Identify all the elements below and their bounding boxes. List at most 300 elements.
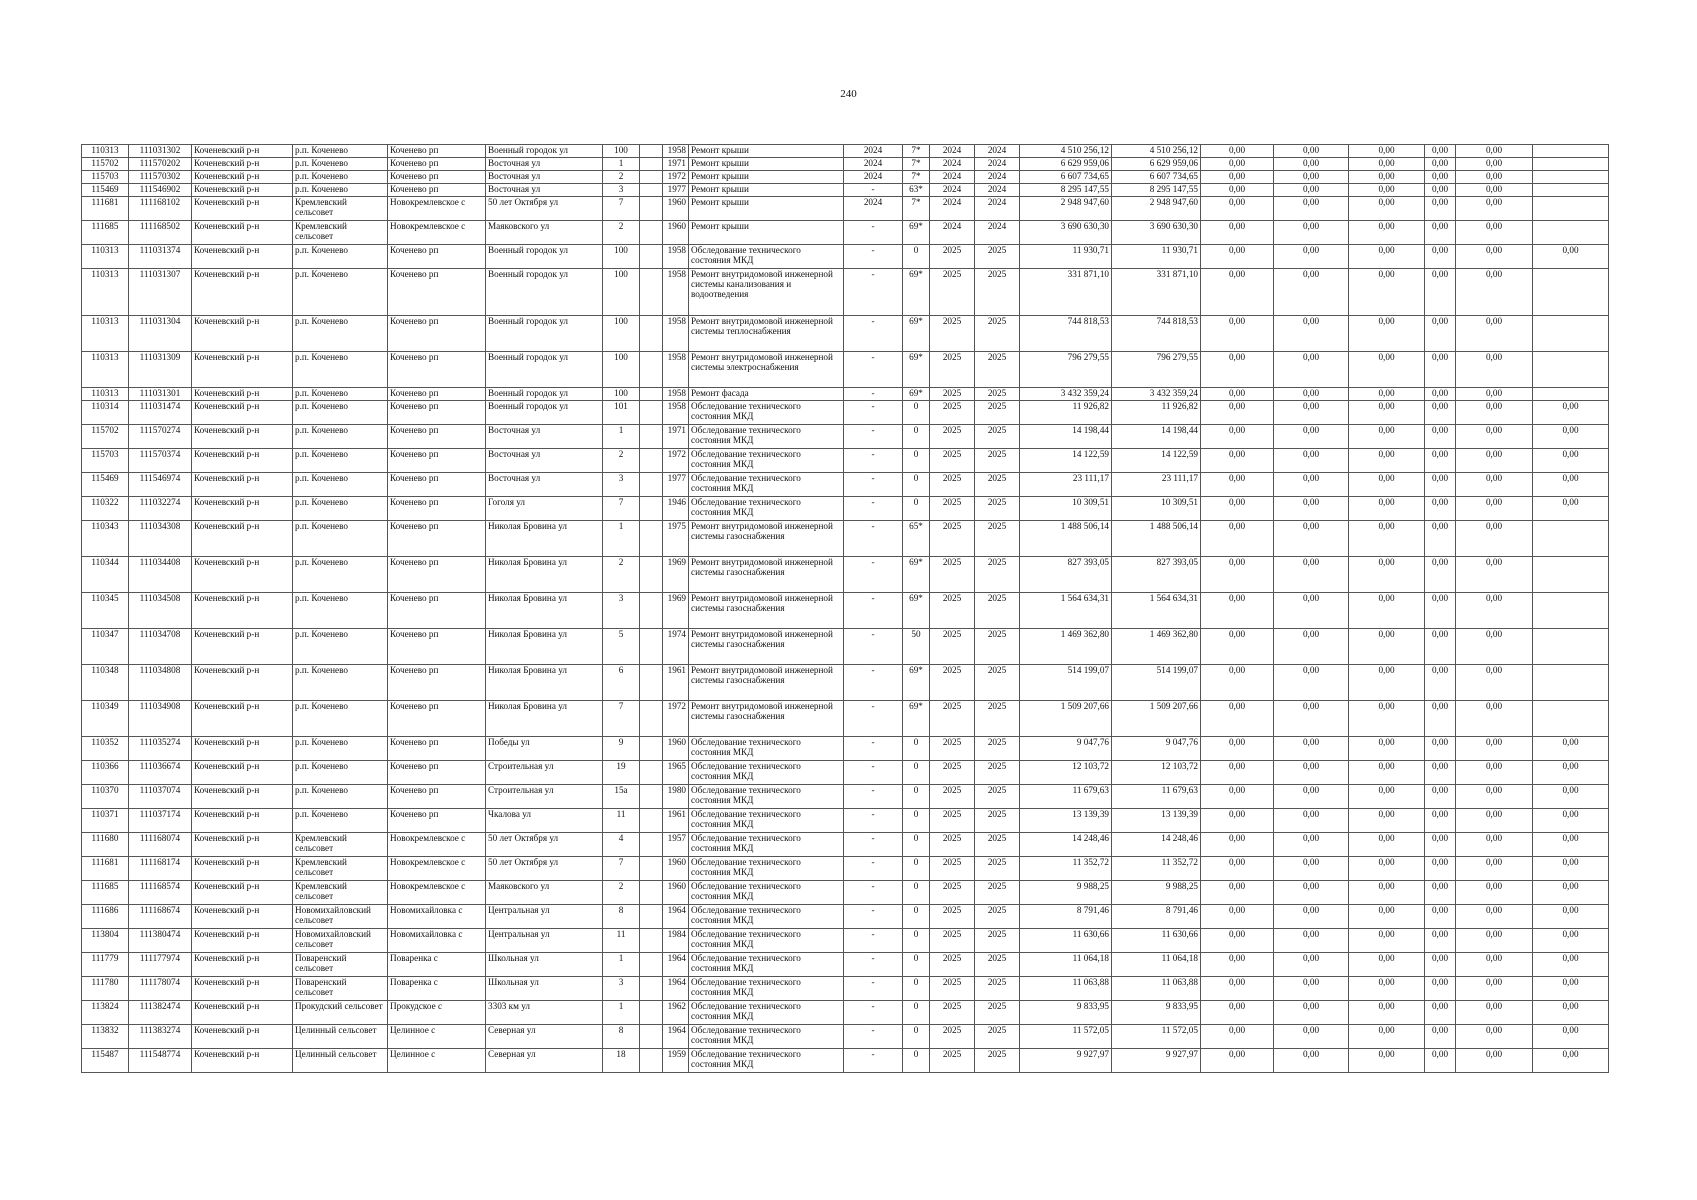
table-row (82, 785, 1609, 809)
cell-municipality: Целинный сельсовет (293, 1049, 388, 1073)
cell-wear: 69* (903, 388, 930, 401)
cell-street: 3303 км ул (486, 1001, 603, 1025)
cell-cost-e: 0,00 (1456, 557, 1533, 593)
cell-cost-d: 0,00 (1425, 388, 1456, 401)
cell-cost-c: 0,00 (1349, 388, 1425, 401)
cell-fund-cost: 6 629 959,06 (1112, 158, 1201, 171)
cell-cost-c: 0,00 (1349, 833, 1425, 857)
cell-year-end: 2025 (975, 1049, 1020, 1073)
cell-work-id: 111570274 (129, 425, 192, 449)
cell-settlement: Коченево рп (388, 245, 486, 269)
cell-work-type: Обследование технического состояния МКД (689, 953, 844, 977)
cell-house-id: 110314 (82, 401, 129, 425)
cell-year-end: 2025 (975, 761, 1020, 785)
cell-district: Коченевский р-н (192, 977, 293, 1001)
cell-letter (640, 388, 663, 401)
cell-letter (640, 905, 663, 929)
cell-fund-cost: 11 930,71 (1112, 245, 1201, 269)
cell-municipality: р.п. Коченево (293, 557, 388, 593)
cell-year-built: 1960 (663, 857, 689, 881)
cell-cost-f: 0,00 (1533, 1001, 1609, 1025)
cell-year-start: 2025 (930, 388, 975, 401)
cell-work-id: 111031307 (129, 269, 192, 316)
cell-municipality: Целинный сельсовет (293, 1025, 388, 1049)
cell-work-type: Обследование технического состояния МКД (689, 881, 844, 905)
cell-year-prev: - (844, 184, 903, 197)
cell-settlement: Коченево рп (388, 401, 486, 425)
cell-district: Коченевский р-н (192, 701, 293, 737)
cell-cost-d: 0,00 (1425, 352, 1456, 388)
cell-year-prev: 2024 (844, 197, 903, 221)
cell-cost-e: 0,00 (1456, 833, 1533, 857)
cell-year-end: 2025 (975, 929, 1020, 953)
cell-district: Коченевский р-н (192, 158, 293, 171)
cell-year-built: 1965 (663, 761, 689, 785)
cell-cost-e: 0,00 (1456, 809, 1533, 833)
cell-house-id: 110347 (82, 629, 129, 665)
cell-house-id: 111681 (82, 197, 129, 221)
cell-cost-c: 0,00 (1349, 1025, 1425, 1049)
cell-year-built: 1969 (663, 593, 689, 629)
cell-settlement: Коченево рп (388, 785, 486, 809)
cell-cost-f: 0,00 (1533, 905, 1609, 929)
cell-cost-d: 0,00 (1425, 881, 1456, 905)
cell-year-built: 1958 (663, 145, 689, 158)
cell-letter (640, 737, 663, 761)
cell-cost-d: 0,00 (1425, 785, 1456, 809)
cell-street: Восточная ул (486, 171, 603, 184)
cell-year-prev: - (844, 352, 903, 388)
cell-year-built: 1959 (663, 1049, 689, 1073)
cell-cost-f: 0,00 (1533, 953, 1609, 977)
cell-total-cost: 6 607 734,65 (1020, 171, 1112, 184)
cell-wear: 69* (903, 221, 930, 245)
cell-letter (640, 665, 663, 701)
cell-year-end: 2025 (975, 1001, 1020, 1025)
cell-street: Северная ул (486, 1049, 603, 1073)
table-row (82, 245, 1609, 269)
cell-cost-d: 0,00 (1425, 665, 1456, 701)
cell-cost-d: 0,00 (1425, 497, 1456, 521)
cell-wear: 7* (903, 171, 930, 184)
cell-settlement: Коченево рп (388, 809, 486, 833)
cell-total-cost: 1 564 634,31 (1020, 593, 1112, 629)
cell-street: Николая Бровина ул (486, 521, 603, 557)
cell-district: Коченевский р-н (192, 929, 293, 953)
cell-year-built: 1972 (663, 701, 689, 737)
cell-year-start: 2025 (930, 977, 975, 1001)
cell-work-type: Обследование технического состояния МКД (689, 401, 844, 425)
cell-house-number: 3 (603, 184, 640, 197)
cell-settlement: Коченево рп (388, 171, 486, 184)
cell-work-id: 111177974 (129, 953, 192, 977)
cell-year-start: 2024 (930, 158, 975, 171)
cell-house-number: 100 (603, 388, 640, 401)
cell-cost-c: 0,00 (1349, 665, 1425, 701)
cell-cost-c: 0,00 (1349, 473, 1425, 497)
cell-year-built: 1977 (663, 473, 689, 497)
cell-cost-d: 0,00 (1425, 557, 1456, 593)
cell-year-start: 2025 (930, 557, 975, 593)
cell-wear: 0 (903, 737, 930, 761)
cell-work-id: 111032274 (129, 497, 192, 521)
cell-settlement: Коченево рп (388, 629, 486, 665)
cell-year-built: 1957 (663, 833, 689, 857)
cell-year-built: 1958 (663, 388, 689, 401)
cell-district: Коченевский р-н (192, 497, 293, 521)
cell-wear: 0 (903, 1049, 930, 1073)
cell-letter (640, 953, 663, 977)
cell-year-end: 2025 (975, 449, 1020, 473)
cell-cost-c: 0,00 (1349, 953, 1425, 977)
cell-district: Коченевский р-н (192, 833, 293, 857)
cell-cost-b: 0,00 (1274, 245, 1349, 269)
cell-house-number: 100 (603, 245, 640, 269)
cell-cost-c: 0,00 (1349, 701, 1425, 737)
cell-settlement: Новокремлевское с (388, 881, 486, 905)
cell-cost-e: 0,00 (1456, 388, 1533, 401)
cell-house-number: 15а (603, 785, 640, 809)
cell-year-start: 2024 (930, 197, 975, 221)
cell-year-prev: - (844, 473, 903, 497)
cell-cost-f: 0,00 (1533, 929, 1609, 953)
table-row (82, 388, 1609, 401)
cell-wear: 69* (903, 316, 930, 352)
cell-cost-b: 0,00 (1274, 629, 1349, 665)
cell-year-built: 1975 (663, 521, 689, 557)
cell-fund-cost: 11 630,66 (1112, 929, 1201, 953)
cell-work-id: 111382474 (129, 1001, 192, 1025)
cell-total-cost: 1 469 362,80 (1020, 629, 1112, 665)
table-row (82, 401, 1609, 425)
cell-cost-c: 0,00 (1349, 929, 1425, 953)
cell-year-built: 1960 (663, 221, 689, 245)
cell-house-id: 113832 (82, 1025, 129, 1049)
cell-work-id: 111178074 (129, 977, 192, 1001)
cell-cost-c: 0,00 (1349, 761, 1425, 785)
cell-letter (640, 557, 663, 593)
cell-total-cost: 2 948 947,60 (1020, 197, 1112, 221)
cell-street: Победы ул (486, 737, 603, 761)
cell-year-prev: - (844, 737, 903, 761)
cell-fund-cost: 3 432 359,24 (1112, 388, 1201, 401)
cell-year-start: 2025 (930, 857, 975, 881)
cell-settlement: Прокудское с (388, 1001, 486, 1025)
table-row (82, 593, 1609, 629)
cell-year-built: 1961 (663, 665, 689, 701)
cell-fund-cost: 10 309,51 (1112, 497, 1201, 521)
cell-house-number: 1 (603, 1001, 640, 1025)
cell-settlement: Коченево рп (388, 449, 486, 473)
cell-letter (640, 1001, 663, 1025)
cell-letter (640, 977, 663, 1001)
cell-cost-e: 0,00 (1456, 761, 1533, 785)
cell-house-number: 18 (603, 1049, 640, 1073)
cell-year-built: 1964 (663, 1025, 689, 1049)
cell-street: Школьная ул (486, 977, 603, 1001)
cell-cost-f: 0,00 (1533, 401, 1609, 425)
cell-cost-e: 0,00 (1456, 171, 1533, 184)
cell-year-built: 1964 (663, 977, 689, 1001)
cell-municipality: Кремлевский сельсовет (293, 221, 388, 245)
cell-street: Школьная ул (486, 953, 603, 977)
cell-fund-cost: 9 047,76 (1112, 737, 1201, 761)
cell-total-cost: 13 139,39 (1020, 809, 1112, 833)
cell-wear: 0 (903, 809, 930, 833)
cell-work-id: 111034508 (129, 593, 192, 629)
cell-settlement: Коченево рп (388, 557, 486, 593)
cell-year-start: 2025 (930, 401, 975, 425)
table-row (82, 905, 1609, 929)
cell-cost-d: 0,00 (1425, 425, 1456, 449)
cell-cost-a: 0,00 (1201, 158, 1274, 171)
cell-cost-e: 0,00 (1456, 593, 1533, 629)
cell-house-id: 110313 (82, 352, 129, 388)
cell-cost-d: 0,00 (1425, 401, 1456, 425)
cell-street: Восточная ул (486, 449, 603, 473)
cell-work-id: 111546902 (129, 184, 192, 197)
cell-work-type: Ремонт крыши (689, 197, 844, 221)
cell-work-id: 111034908 (129, 701, 192, 737)
cell-wear: 69* (903, 593, 930, 629)
cell-year-start: 2025 (930, 833, 975, 857)
cell-year-prev: - (844, 497, 903, 521)
cell-municipality: р.п. Коченево (293, 629, 388, 665)
cell-street: Военный городок ул (486, 316, 603, 352)
table-row (82, 145, 1609, 158)
cell-work-type: Обследование технического состояния МКД (689, 473, 844, 497)
cell-year-start: 2024 (930, 184, 975, 197)
cell-cost-d: 0,00 (1425, 145, 1456, 158)
cell-settlement: Коченево рп (388, 701, 486, 737)
table-row (82, 521, 1609, 557)
cell-cost-f (1533, 184, 1609, 197)
cell-street: Центральная ул (486, 929, 603, 953)
cell-cost-f: 0,00 (1533, 425, 1609, 449)
cell-cost-e: 0,00 (1456, 629, 1533, 665)
cell-house-id: 110313 (82, 245, 129, 269)
cell-cost-b: 0,00 (1274, 197, 1349, 221)
cell-cost-b: 0,00 (1274, 881, 1349, 905)
cell-house-id: 115469 (82, 473, 129, 497)
cell-work-id: 111035274 (129, 737, 192, 761)
cell-municipality: Поваренский сельсовет (293, 953, 388, 977)
cell-cost-c: 0,00 (1349, 1001, 1425, 1025)
cell-cost-e: 0,00 (1456, 221, 1533, 245)
cell-year-start: 2025 (930, 761, 975, 785)
cell-house-id: 111686 (82, 905, 129, 929)
cell-year-prev: - (844, 1025, 903, 1049)
cell-year-prev: - (844, 1049, 903, 1073)
cell-work-type: Обследование технического состояния МКД (689, 1001, 844, 1025)
cell-wear: 7* (903, 145, 930, 158)
cell-settlement: Поваренка с (388, 977, 486, 1001)
cell-cost-c: 0,00 (1349, 269, 1425, 316)
cell-fund-cost: 3 690 630,30 (1112, 221, 1201, 245)
cell-year-built: 1958 (663, 245, 689, 269)
cell-cost-f: 0,00 (1533, 881, 1609, 905)
cell-letter (640, 197, 663, 221)
cell-year-prev: - (844, 809, 903, 833)
table-row (82, 197, 1609, 221)
cell-settlement: Новомихайловка с (388, 905, 486, 929)
cell-cost-f: 0,00 (1533, 737, 1609, 761)
cell-year-start: 2025 (930, 905, 975, 929)
cell-house-id: 115469 (82, 184, 129, 197)
cell-work-type: Обследование технического состояния МКД (689, 905, 844, 929)
cell-cost-d: 0,00 (1425, 929, 1456, 953)
cell-settlement: Коченево рп (388, 593, 486, 629)
cell-street: Военный городок ул (486, 352, 603, 388)
cell-district: Коченевский р-н (192, 184, 293, 197)
cell-work-type: Ремонт внутридомовой инженерной системы канализования и водоотведения (689, 269, 844, 316)
cell-work-type: Обследование технического состояния МКД (689, 785, 844, 809)
cell-cost-c: 0,00 (1349, 197, 1425, 221)
cell-year-end: 2025 (975, 905, 1020, 929)
cell-year-end: 2025 (975, 809, 1020, 833)
cell-work-type: Обследование технического состояния МКД (689, 449, 844, 473)
cell-cost-c: 0,00 (1349, 449, 1425, 473)
cell-letter (640, 497, 663, 521)
cell-fund-cost: 11 063,88 (1112, 977, 1201, 1001)
cell-cost-e: 0,00 (1456, 929, 1533, 953)
cell-cost-e: 0,00 (1456, 158, 1533, 171)
cell-year-built: 1960 (663, 197, 689, 221)
cell-letter (640, 352, 663, 388)
cell-total-cost: 14 122,59 (1020, 449, 1112, 473)
cell-cost-c: 0,00 (1349, 145, 1425, 158)
cell-year-start: 2024 (930, 221, 975, 245)
cell-wear: 65* (903, 521, 930, 557)
cell-house-id: 110366 (82, 761, 129, 785)
cell-cost-d: 0,00 (1425, 905, 1456, 929)
cell-house-id: 110370 (82, 785, 129, 809)
cell-settlement: Коченево рп (388, 473, 486, 497)
cell-cost-d: 0,00 (1425, 269, 1456, 316)
table-row (82, 352, 1609, 388)
cell-cost-f: 0,00 (1533, 857, 1609, 881)
cell-work-id: 111570374 (129, 449, 192, 473)
cell-cost-b: 0,00 (1274, 171, 1349, 184)
cell-district: Коченевский р-н (192, 352, 293, 388)
cell-settlement: Новокремлевское с (388, 221, 486, 245)
cell-district: Коченевский р-н (192, 145, 293, 158)
cell-year-start: 2025 (930, 245, 975, 269)
cell-year-end: 2025 (975, 881, 1020, 905)
cell-year-prev: - (844, 557, 903, 593)
cell-year-prev: - (844, 449, 903, 473)
cell-year-end: 2025 (975, 352, 1020, 388)
cell-cost-b: 0,00 (1274, 269, 1349, 316)
cell-total-cost: 12 103,72 (1020, 761, 1112, 785)
cell-work-type: Ремонт крыши (689, 171, 844, 184)
cell-year-end: 2025 (975, 857, 1020, 881)
cell-year-prev: - (844, 269, 903, 316)
cell-cost-e: 0,00 (1456, 197, 1533, 221)
table-row (82, 158, 1609, 171)
cell-cost-e: 0,00 (1456, 701, 1533, 737)
cell-letter (640, 171, 663, 184)
cell-district: Коченевский р-н (192, 1049, 293, 1073)
cell-year-start: 2025 (930, 737, 975, 761)
cell-year-end: 2025 (975, 425, 1020, 449)
cell-year-built: 1964 (663, 905, 689, 929)
cell-municipality: р.п. Коченево (293, 809, 388, 833)
cell-cost-e: 0,00 (1456, 665, 1533, 701)
cell-cost-e: 0,00 (1456, 905, 1533, 929)
cell-year-prev: - (844, 701, 903, 737)
table-row (82, 473, 1609, 497)
cell-year-prev: - (844, 593, 903, 629)
cell-cost-d: 0,00 (1425, 316, 1456, 352)
cell-cost-b: 0,00 (1274, 905, 1349, 929)
cell-cost-b: 0,00 (1274, 401, 1349, 425)
cell-work-id: 111031309 (129, 352, 192, 388)
cell-cost-a: 0,00 (1201, 388, 1274, 401)
cell-cost-c: 0,00 (1349, 905, 1425, 929)
cell-year-built: 1969 (663, 557, 689, 593)
cell-cost-e: 0,00 (1456, 145, 1533, 158)
cell-cost-b: 0,00 (1274, 737, 1349, 761)
cell-wear: 0 (903, 449, 930, 473)
cell-year-built: 1972 (663, 449, 689, 473)
cell-cost-a: 0,00 (1201, 245, 1274, 269)
cell-work-id: 111383274 (129, 1025, 192, 1049)
cell-cost-a: 0,00 (1201, 905, 1274, 929)
cell-cost-b: 0,00 (1274, 1049, 1349, 1073)
cell-street: Восточная ул (486, 425, 603, 449)
cell-letter (640, 857, 663, 881)
cell-cost-c: 0,00 (1349, 809, 1425, 833)
cell-cost-f (1533, 701, 1609, 737)
cell-fund-cost: 1 509 207,66 (1112, 701, 1201, 737)
cell-work-type: Обследование технического состояния МКД (689, 809, 844, 833)
cell-settlement: Коченево рп (388, 425, 486, 449)
cell-cost-a: 0,00 (1201, 316, 1274, 352)
cell-cost-f (1533, 145, 1609, 158)
cell-street: Николая Бровина ул (486, 665, 603, 701)
cell-street: Восточная ул (486, 158, 603, 171)
cell-year-built: 1946 (663, 497, 689, 521)
cell-cost-b: 0,00 (1274, 158, 1349, 171)
cell-cost-b: 0,00 (1274, 425, 1349, 449)
cell-municipality: р.п. Коченево (293, 388, 388, 401)
cell-house-id: 115487 (82, 1049, 129, 1073)
cell-wear: 0 (903, 785, 930, 809)
cell-year-end: 2024 (975, 221, 1020, 245)
cell-work-type: Обследование технического состояния МКД (689, 737, 844, 761)
cell-house-id: 110343 (82, 521, 129, 557)
cell-work-id: 111168574 (129, 881, 192, 905)
cell-house-number: 3 (603, 593, 640, 629)
cell-letter (640, 221, 663, 245)
cell-cost-d: 0,00 (1425, 809, 1456, 833)
cell-work-type: Ремонт внутридомовой инженерной системы газоснабжения (689, 629, 844, 665)
cell-municipality: р.п. Коченево (293, 269, 388, 316)
cell-street: Центральная ул (486, 905, 603, 929)
cell-total-cost: 3 432 359,24 (1020, 388, 1112, 401)
cell-fund-cost: 1 564 634,31 (1112, 593, 1201, 629)
cell-cost-e: 0,00 (1456, 184, 1533, 197)
cell-district: Коченевский р-н (192, 1001, 293, 1025)
cell-total-cost: 9 047,76 (1020, 737, 1112, 761)
cell-letter (640, 521, 663, 557)
cell-district: Коченевский р-н (192, 593, 293, 629)
cell-year-start: 2025 (930, 521, 975, 557)
cell-house-id: 111780 (82, 977, 129, 1001)
cell-street: Строительная ул (486, 761, 603, 785)
table-row (82, 977, 1609, 1001)
